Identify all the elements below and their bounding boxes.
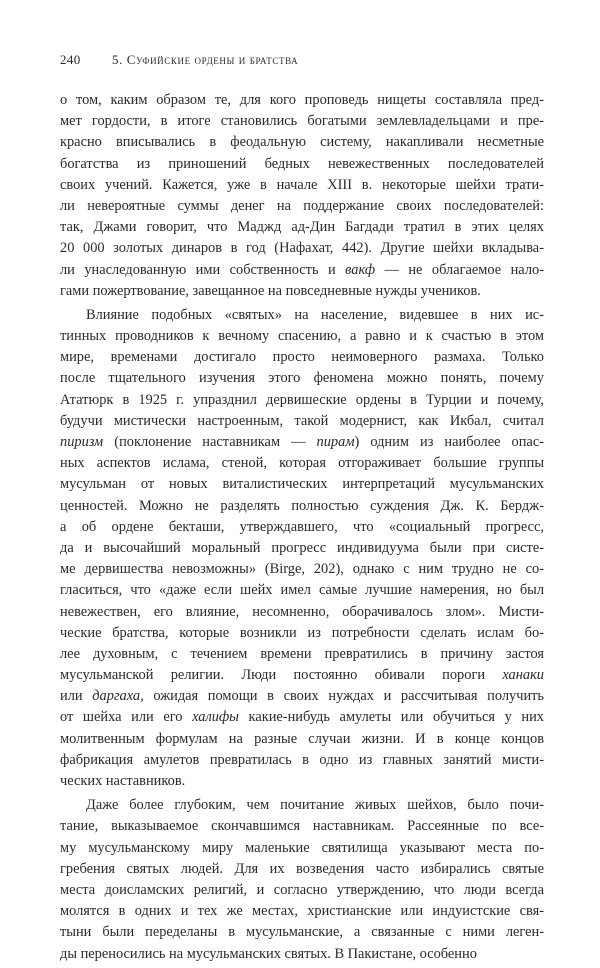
text-run: молятся в одних и тех же местах, христианские или индуистские свя- (60, 903, 544, 920)
text-line (60, 368, 544, 389)
text-line (60, 305, 544, 326)
text-run: мусульман от новых виталистических интерпретаций мусульманских (60, 476, 544, 493)
italic-term: халифы (192, 709, 239, 726)
text-run: мусульманской религии. Люди постоянно обивали пороги (60, 667, 503, 684)
text-run: молитвенным формулам на разные случаи жизни. И в конце концов (60, 730, 544, 747)
text-run: гребения святых людей. Для их возведения часто избирались святые (60, 860, 544, 877)
text-line (60, 644, 544, 665)
text-run: фабрикация амулетов превратилась в одно из главных занятий мисти- (60, 751, 544, 768)
text-run: места доисламских религий, и согласно утверждению, что люди всегда (60, 881, 544, 898)
text-run: гами пожертвование, завещанное на повседневные нужды учеников. (60, 282, 481, 299)
text-line (60, 111, 544, 132)
text-line (60, 838, 544, 859)
text-run: да и высочайший моральный прогресс индивидуума были при систе- (60, 539, 544, 556)
text-run: тание, выказываемое скончавшимся наставникам. Рассеянные по все- (60, 818, 544, 835)
text-run: мире, временами достигало просто неимоверного размаха. Только (60, 349, 544, 366)
text-line (60, 453, 544, 474)
text-run: (поклонение наставникам — (103, 434, 317, 450)
text-line (60, 880, 544, 901)
text-run: Ататюрк в 1925 г. упразднил дервишеские ордены в Турции и почему, (60, 391, 544, 408)
italic-term: пиризм (60, 434, 104, 450)
text-run: ческих наставников. (60, 773, 186, 789)
text-line (60, 729, 544, 750)
text-run: тинных проводников к вечному спасению, а равно и к счастью в этом (60, 328, 544, 345)
text-run: ды переносились на мусульманских святых. В Пакистане, особенно (60, 945, 477, 962)
text-line (60, 326, 544, 347)
text-run: после тщательного изучения этого феномена можно понять, почему (60, 370, 544, 387)
text-line (60, 686, 544, 707)
text-run: Даже более глубоким, чем почитание живых шейхов, было почи- (86, 797, 544, 814)
text-run: му мусульманскому миру маленькие святилища указывают места по- (60, 839, 544, 856)
text-run: ожидая помощи в своих нуждах и рассчитывая получить (143, 688, 544, 705)
text-line (60, 260, 544, 281)
text-line (60, 922, 544, 943)
italic-term: ханаки (502, 667, 544, 684)
text-line (60, 771, 544, 792)
text-run: красно вписывались в феодальную систему, накапливали несметные (60, 134, 544, 151)
text-run: Влияние подобных «святых» на население, видевшее в них ис- (86, 306, 544, 323)
text-run: так, Джами говорит, что Маджд ад-Дин Багдади тратил в этих целях (60, 219, 544, 236)
text-run: ли невероятные суммы денег на поддержание своих последователей: (60, 197, 544, 214)
text-line (60, 901, 544, 922)
text-run: гласиться, что «даже если шейх имел самые лучшие намерения, но был (60, 582, 544, 599)
paragraph (60, 305, 544, 792)
text-run: ных аспектов ислама, стеной, которая отгораживает большие группы (60, 455, 544, 472)
text-line (60, 154, 544, 175)
page-number: 240 (60, 52, 81, 67)
paragraph (60, 90, 544, 302)
body-text (60, 90, 544, 968)
text-line (60, 517, 544, 538)
text-run: 20 000 золотых динаров в год (Нафахат, 442). Другие шейхи вкладыва- (60, 240, 544, 257)
text-line (60, 602, 544, 623)
text-run: будучи мистически настроенным, такой модернист, как Икбал, считал (60, 412, 544, 429)
text-line (60, 707, 544, 728)
italic-term: вакф (345, 261, 376, 278)
text-line (60, 623, 544, 644)
text-run: о том, каким образом те, для кого проповедь нищеты составляла пред- (60, 92, 544, 108)
text-run: от шейха или его (60, 709, 193, 726)
text-line (60, 132, 544, 153)
section-title: 5. Суфийские ордены и братства (112, 52, 299, 67)
text-run: богатства из приношений бедных невежественных последователей (60, 155, 544, 172)
text-run: своих учений. Кажется, уже в начале XIII в. некоторые шейхи трати- (60, 176, 544, 193)
text-line (60, 538, 544, 559)
text-run: ценностей. Можно не разделять полностью суждения Дж. К. Бердж- (60, 497, 544, 514)
text-run: невежествен, его влияние, несомненно, оборачивалось злом». Мисти- (60, 603, 544, 620)
text-run: а об ордене бекташи, утверждавшего, что «социальный прогресс, (60, 518, 544, 535)
text-run: какие-нибудь амулеты или обучиться у них (238, 709, 544, 726)
italic-term: пирам (316, 434, 355, 450)
text-line (60, 474, 544, 495)
text-line (60, 90, 544, 111)
text-run: — не облагаемое нало- (375, 261, 544, 278)
text-line (60, 944, 544, 965)
text-line (60, 196, 544, 217)
text-line (60, 559, 544, 580)
text-line (60, 347, 544, 368)
text-run: или (60, 688, 93, 705)
text-line (60, 411, 544, 432)
text-run: ческие братства, которые возникли из потребности сделать ислам бо- (60, 624, 544, 641)
italic-term: даргаха, (92, 688, 144, 705)
text-run: тыни были переделаны в мусульманские, а связанные с ними леген- (60, 924, 544, 941)
text-line (60, 390, 544, 411)
text-line (60, 750, 544, 771)
text-run: мет гордости, в итоге становились богатыми землевладельцами и пре- (60, 113, 544, 130)
text-run: ме дервишества невозможны» (Birge, 202), однако с ним трудно не со- (60, 561, 544, 578)
text-line (60, 238, 544, 259)
text-run: ) одним из наиболее опас- (354, 434, 544, 450)
text-run: ли унаследованную ими собственность и (60, 261, 346, 278)
running-head (60, 52, 540, 68)
text-line (60, 859, 544, 880)
text-run: лее духовным, с течением времени превратились в причину застоя (60, 645, 544, 662)
text-line (60, 432, 544, 453)
text-line (60, 281, 544, 302)
text-line (60, 795, 544, 816)
text-line (60, 665, 544, 686)
text-line (60, 816, 544, 837)
text-line (60, 217, 544, 238)
text-line (60, 496, 544, 517)
text-line (60, 580, 544, 601)
text-line (60, 175, 544, 196)
paragraph (60, 795, 544, 965)
